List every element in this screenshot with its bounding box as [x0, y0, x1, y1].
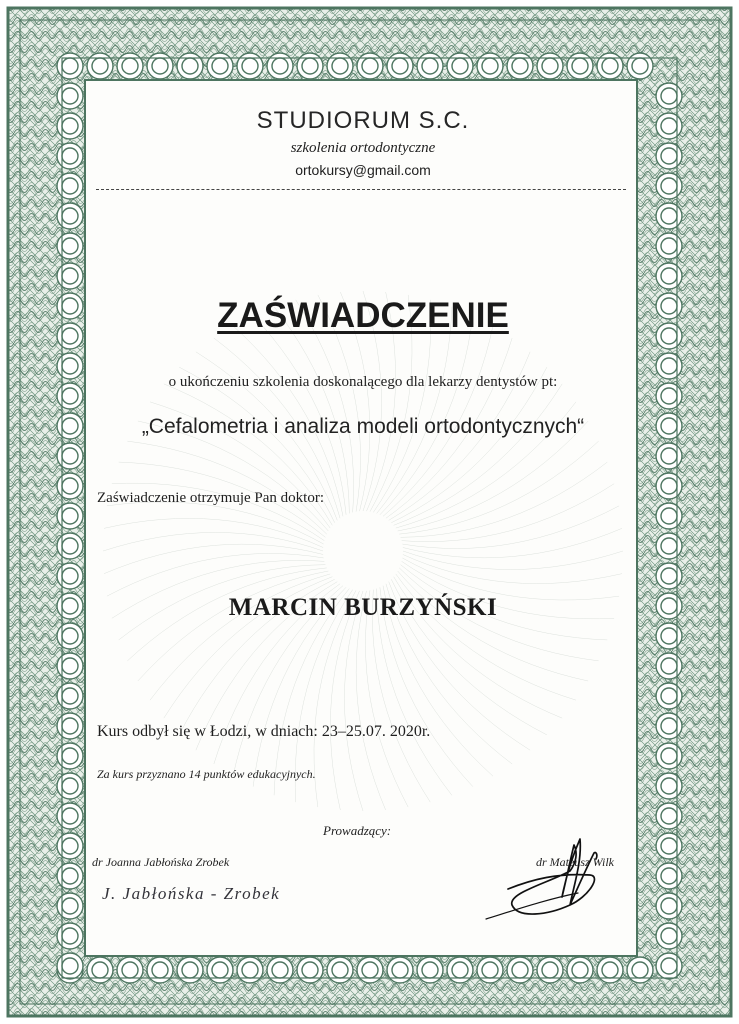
company-subtitle: szkolenia ortodontyczne — [290, 140, 436, 156]
instructor-2-name: dr Mateusz Wilk — [536, 855, 614, 869]
instructor-1-name: dr Joanna Jabłońska Zrobek — [92, 855, 230, 869]
course-intro: o ukończeniu szkolenia doskonalącego dla lekarzy dentystów pt: — [168, 374, 558, 390]
signature-1-text: J. Jabłońska - Zrobek — [102, 884, 281, 903]
instructors-label: Prowadzący: — [323, 823, 392, 838]
certificate-title: ZAŚWIADCZENIE — [217, 296, 509, 335]
signature-1 — [100, 873, 320, 913]
company-email: ortokursy@gmail.com — [295, 162, 431, 178]
recipient-name: MARCIN BURZYŃSKI — [228, 594, 498, 621]
course-title: „Cefalometria i analiza modeli ortodontycznych“ — [141, 415, 585, 438]
course-place-date: Kurs odbył się w Łodzi, w dniach: 23–25.07. 2020r. — [97, 723, 431, 740]
recipient-label: Zaświadczenie otrzymuje Pan doktor: — [97, 490, 325, 506]
signature-2 — [478, 801, 628, 931]
education-points: Za kurs przyznano 14 punktów edukacyjnych. — [97, 767, 316, 781]
certificate-panel — [84, 79, 638, 957]
company-name: STUDIORUM S.C. — [256, 107, 470, 134]
header-divider — [96, 189, 626, 190]
